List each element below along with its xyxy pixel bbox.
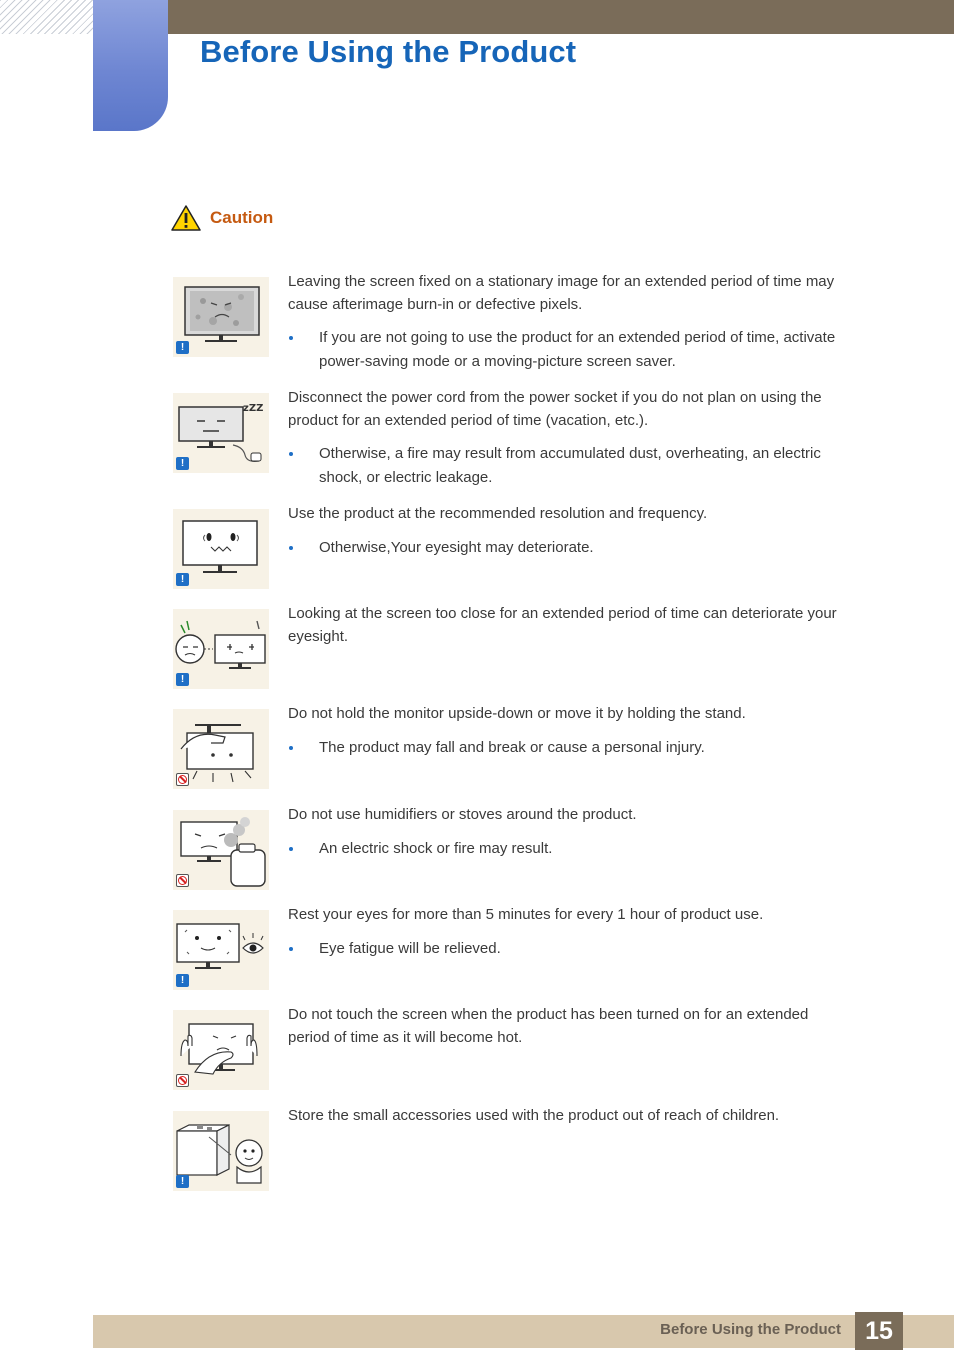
illustration-hot-screen: [173, 1010, 269, 1090]
info-icon: [176, 573, 189, 586]
illustration-viewing-too-close: [173, 609, 269, 689]
footer-section-label: Before Using the Product: [660, 1321, 841, 1338]
item-bullets: [288, 837, 848, 861]
item-text: [288, 1105, 848, 1128]
bullet-item: Otherwise, a fire may result from accumulated dust, overheating, an electric shock, or electric leakage.: [288, 442, 848, 490]
prohibited-icon: [176, 1074, 189, 1087]
item-main-text: Do not hold the monitor upside-down or move it by holding the stand.: [288, 705, 746, 722]
item-main-text: Leaving the screen fixed on a stationary image for an extended period of time may cause afterimage burn-in or defective pixels.: [288, 273, 835, 313]
illustration-holding-stand: [173, 709, 269, 789]
item-text: [288, 503, 848, 560]
item-bullets: [288, 442, 848, 490]
illustration-sleeping-monitor-unplugged: [173, 393, 269, 473]
info-icon: [176, 457, 189, 470]
item-main-text: Store the small accessories used with the product out of reach of children.: [288, 1107, 780, 1124]
info-icon: [176, 1175, 189, 1188]
item-text: [288, 387, 848, 490]
item-text: [288, 804, 848, 861]
svg-text:zZZ: zZZ: [243, 403, 264, 414]
illustration-child-accessories: [173, 1111, 269, 1191]
info-icon: [176, 341, 189, 354]
item-bullets: [288, 326, 848, 374]
bullet-item: The product may fall and break or cause a personal injury.: [288, 736, 848, 760]
item-bullets: [288, 937, 848, 961]
page-title: Before Using the Product: [200, 34, 577, 69]
illustration-monitor-resolution: [173, 509, 269, 589]
bullet-item: Otherwise,Your eyesight may deteriorate.: [288, 536, 848, 560]
illustration-rest-eyes: [173, 910, 269, 990]
caution-label: Caution: [210, 208, 274, 227]
prohibited-icon: [176, 874, 189, 887]
info-icon: [176, 974, 189, 987]
item-bullets: [288, 536, 848, 560]
item-text: [288, 703, 848, 760]
info-icon: [176, 673, 189, 686]
illustration-humidifier: [173, 810, 269, 890]
item-main-text: Use the product at the recommended resolution and frequency.: [288, 505, 708, 522]
header-hatch-pattern: [0, 0, 93, 34]
bullet-item: If you are not going to use the product for an extended period of time, activate power-saving mode or a moving-picture screen saver.: [288, 326, 848, 374]
illustration-monitor-burn-in: [173, 277, 269, 357]
bullet-item: An electric shock or fire may result.: [288, 837, 848, 861]
item-main-text: Do not touch the screen when the product has been turned on for an extended period of time as it will become hot.: [288, 1006, 809, 1046]
caution-heading: [171, 204, 273, 232]
item-text: [288, 904, 848, 961]
header-bar: [168, 0, 954, 34]
warning-triangle-icon: [171, 204, 201, 232]
item-main-text: Disconnect the power cord from the power socket if you do not plan on using the product for an extended period of time (vacation, etc.).: [288, 389, 822, 429]
prohibited-icon: [176, 773, 189, 786]
chapter-tab: [93, 0, 168, 131]
item-text: [288, 1004, 848, 1049]
item-bullets: [288, 736, 848, 760]
item-main-text: Rest your eyes for more than 5 minutes for every 1 hour of product use.: [288, 906, 764, 923]
bullet-item: Eye fatigue will be relieved.: [288, 937, 848, 961]
item-text: [288, 271, 848, 374]
item-main-text: Looking at the screen too close for an extended period of time can deteriorate your eyesight.: [288, 605, 837, 645]
page-number: 15: [855, 1312, 903, 1350]
item-text: [288, 603, 848, 648]
item-main-text: Do not use humidifiers or stoves around the product.: [288, 806, 637, 823]
